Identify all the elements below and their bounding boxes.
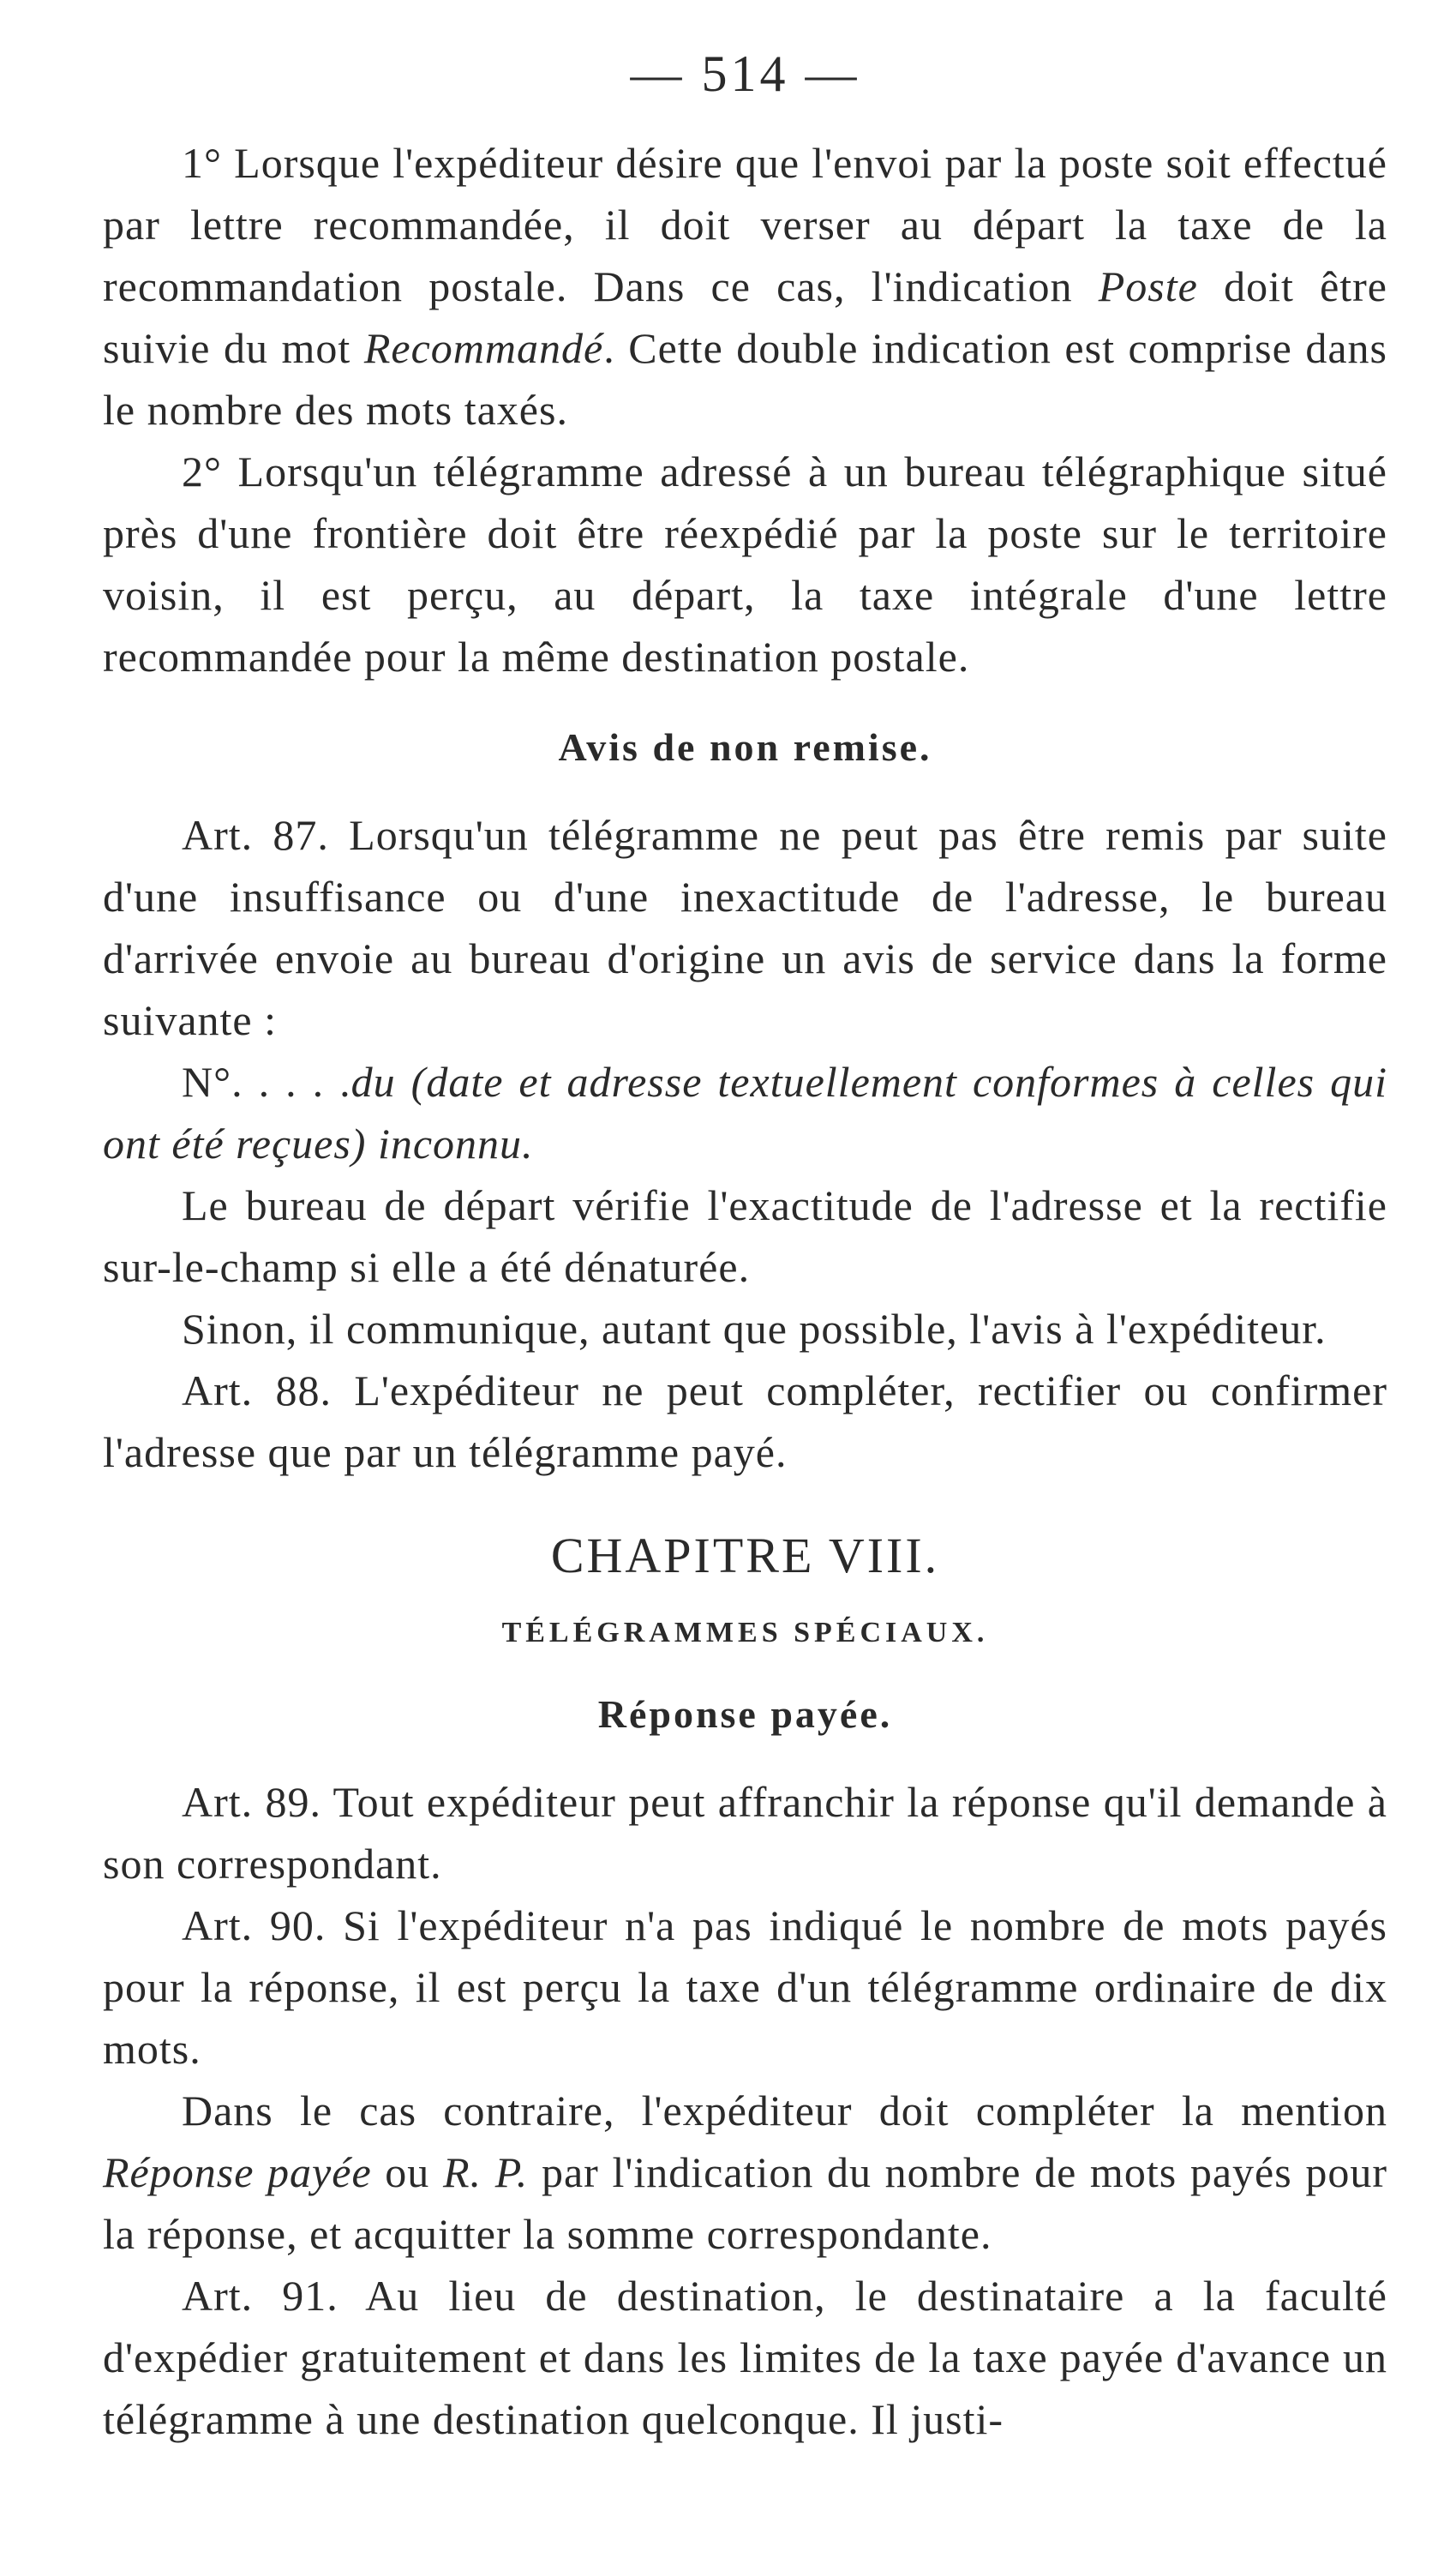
formula-prefix: N°. . . . .: [182, 1058, 351, 1106]
paragraph-text: par l'indication du nombre de mots payés pour la réponse, et acquitter la somme correspondante.: [103, 2148, 1388, 2258]
paragraph-art-87: Art. 87. Lorsqu'un télégramme ne peut pas être remis par suite d'une insuffisance ou d'une inexactitude de l'adresse, le bureau d'arrivée envoie au bureau d'origine un avis de service dans la forme suivante :: [103, 811, 1387, 1044]
paragraph-text: ou: [371, 2148, 443, 2196]
page-number: — 514 —: [630, 45, 860, 102]
paragraph-text: Dans le cas contraire, l'expéditeur doit compléter la mention: [182, 2087, 1387, 2135]
emphasis-poste: Poste: [1098, 262, 1198, 310]
paragraph-art-91: Art. 91. Au lieu de destination, le destinataire a la faculté d'expédier gratuitement et dans les limites de la taxe payée d'avance un télégramme à une destination quelconque. Il justi-: [103, 2272, 1387, 2443]
paragraph-sinon: Sinon, il communique, autant que possible, l'avis à l'expéditeur.: [182, 1305, 1327, 1353]
chapter-title: CHAPITRE VIII.: [550, 1528, 940, 1583]
heading-avis-non-remise: Avis de non remise.: [558, 725, 932, 769]
paragraph-art-90: Art. 90. Si l'expéditeur n'a pas indiqué le nombre de mots payés pour la réponse, il est perçu la taxe d'un télégramme ordinaire de dix mots.: [103, 1901, 1387, 2073]
paragraph-verification: Le bureau de départ vérifie l'exactitude de l'adresse et la rectifie sur-le-champ si elle a été dénaturée.: [103, 1181, 1387, 1291]
paragraph-art-89: Art. 89. Tout expéditeur peut affranchir la réponse qu'il demande à son correspondant.: [103, 1778, 1387, 1888]
paragraph-text: doit être suivie du mot: [103, 262, 1388, 372]
paragraph-frontiere: 2° Lorsqu'un télégramme adressé à un bureau télégraphique situé près d'une frontière doit être réexpédié par la poste sur le territoire voisin, il est perçu, au départ, la taxe intégrale d'une lettre recommandée pour la même destination postale.: [103, 447, 1387, 681]
emphasis-reponse-payee: Réponse payée: [103, 2148, 372, 2196]
paragraph-cas-contraire: [103, 2080, 1387, 2265]
emphasis-rp: R. P.: [442, 2148, 529, 2196]
formula-avis: [103, 1051, 1387, 1174]
section-title: TÉLÉGRAMMES SPÉCIAUX.: [501, 1617, 989, 1648]
paragraph-text: . Cette double indication est comprise dans le nombre des mots taxés.: [103, 324, 1387, 434]
formula-text: du (date et adresse textuellement conformes à celles qui ont été reçues) inconnu.: [103, 1058, 1388, 1168]
paragraph-text: 1° Lorsque l'expéditeur désire que l'envoi par la poste soit effectué par lettre recommandée, il doit verser au départ la taxe de la recommandation postale. Dans ce cas, l'indication: [103, 139, 1387, 310]
paragraph-lettre-recommandee: [103, 132, 1387, 441]
emphasis-recommande: Recommandé: [363, 324, 604, 372]
heading-reponse-payee: Réponse payée.: [597, 1692, 893, 1736]
paragraph-art-88: Art. 88. L'expéditeur ne peut compléter, rectifier ou confirmer l'adresse que par un télégramme payé.: [103, 1366, 1387, 1476]
